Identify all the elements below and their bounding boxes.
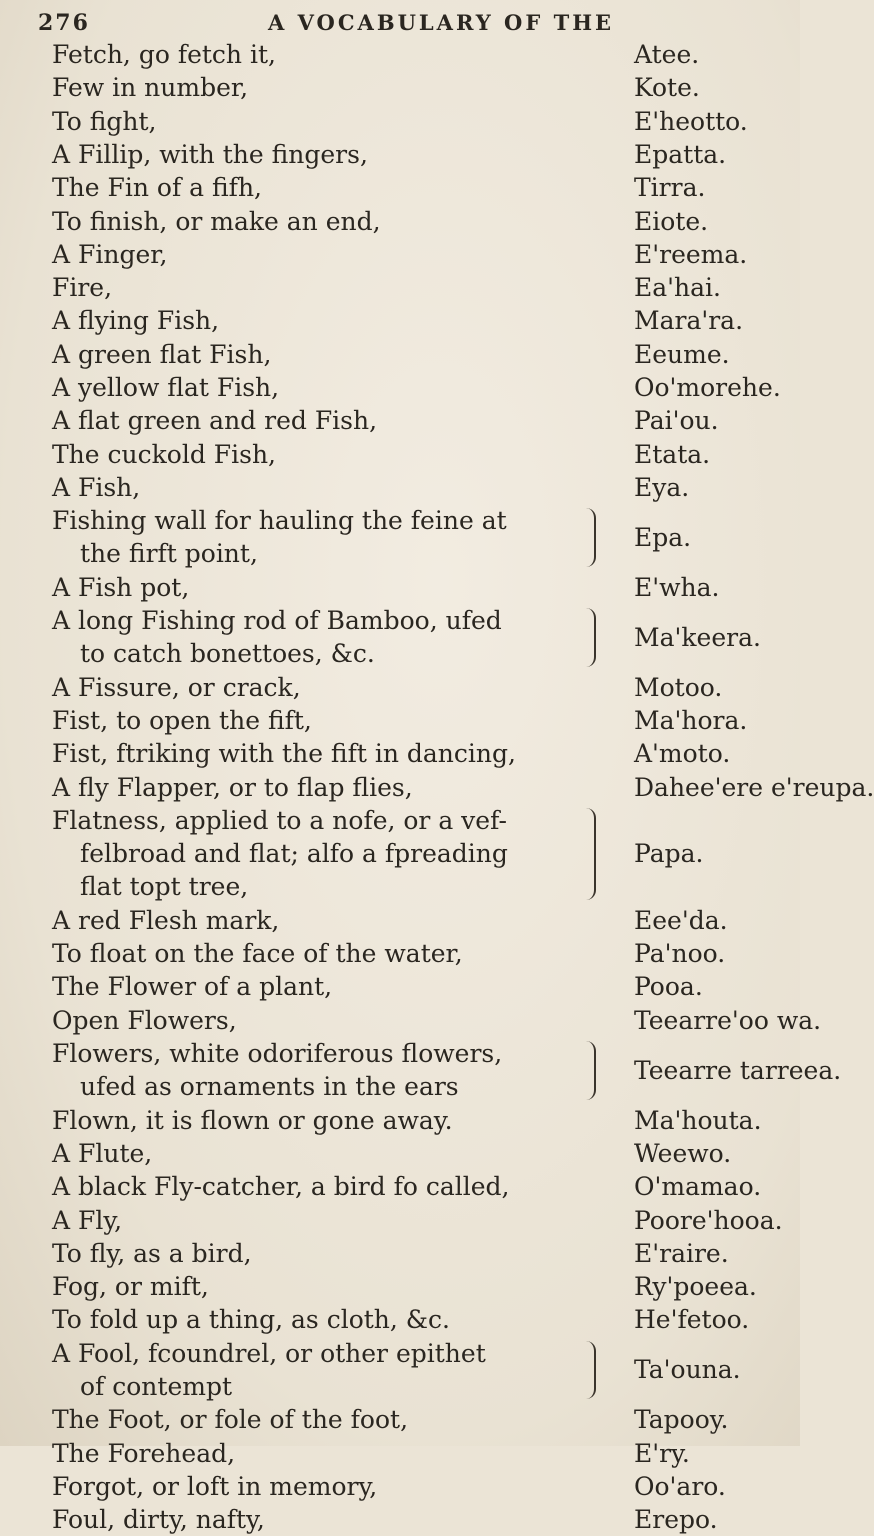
vocabulary-entry (52, 438, 792, 471)
tahitian-term: Teearre tarreea. (634, 1055, 842, 1085)
english-term (52, 970, 592, 1003)
tahitian-term: Eee'da. (634, 905, 728, 935)
english-term-line: Fog, or mift, (52, 1272, 209, 1302)
tahitian-term: Ry'poeea. (634, 1272, 757, 1302)
vocabulary-entry (52, 404, 792, 437)
vocabulary-entry (52, 1237, 792, 1270)
english-term (52, 1437, 592, 1470)
tahitian-term: Etata. (634, 439, 711, 469)
english-term (52, 1004, 592, 1037)
tahitian-term: Epatta. (634, 139, 727, 169)
vocabulary-entry (52, 1170, 792, 1203)
english-term-line: Fist, ftriking with the fift in dancing, (52, 739, 516, 769)
tahitian-term: Oo'aro. (634, 1471, 726, 1501)
english-term-line: A yellow flat Fish, (52, 373, 280, 402)
english-term-line: Fishing wall for hauling the feine at (52, 506, 507, 536)
grouping-brace (584, 1341, 596, 1400)
english-term-line: A red Flesh mark, (52, 905, 280, 935)
vocabulary-entry (52, 1004, 822, 1037)
english-term (52, 205, 592, 238)
tahitian-term: Ma'hora. (634, 706, 748, 735)
english-term-line: The Fin of a fifh, (52, 173, 262, 203)
english-term-line: To float on the face of the water, (52, 939, 463, 969)
english-term-continuation: of contempt (80, 1371, 233, 1401)
english-term-line: A Finger, (52, 239, 168, 269)
tahitian-term: Poore'hooa. (634, 1205, 783, 1235)
running-head-title: A VOCABULARY OF THE (268, 10, 615, 35)
vocabulary-entry (52, 1204, 792, 1237)
vocabulary-entry (52, 38, 792, 71)
english-term (52, 105, 592, 138)
english-term (52, 771, 592, 804)
english-term (52, 1470, 592, 1503)
vocabulary-entry (52, 1270, 792, 1303)
tahitian-term: Ma'keera. (634, 622, 761, 652)
english-term-line: A Fish pot, (52, 572, 190, 602)
vocabulary-entry (52, 804, 792, 904)
english-term-line: Flatness, applied to a nofe, or a vef- (52, 805, 507, 835)
english-term-line: A Flute, (52, 1138, 153, 1168)
tahitian-term: Tapooy. (634, 1405, 729, 1435)
vocabulary-entry (52, 904, 792, 937)
tahitian-term: Pa'noo. (634, 939, 726, 969)
english-term (52, 338, 592, 371)
english-term (52, 571, 592, 604)
tahitian-term: E'raire. (634, 1238, 729, 1268)
english-term-line: A Fissure, or crack, (52, 672, 301, 702)
english-term (52, 1503, 592, 1536)
vocabulary-entry (52, 238, 792, 271)
vocabulary-entry (52, 271, 792, 304)
tahitian-term: E'reema. (634, 239, 748, 269)
english-term-line: To fold up a thing, as cloth, &c. (52, 1305, 450, 1335)
tahitian-term: Eeume. (634, 339, 730, 369)
english-term-line: A fly Flapper, or to flap flies, (52, 772, 413, 802)
english-term-continuation: flat topt tree, (80, 872, 249, 902)
tahitian-term: Epa. (634, 522, 692, 552)
vocabulary-entry (52, 1303, 792, 1336)
english-term (52, 371, 592, 404)
english-term-line: Open Flowers, (52, 1005, 237, 1035)
page-number: 276 (38, 10, 90, 36)
vocabulary-entry (52, 138, 792, 171)
english-term-line: A long Fishing rod of Bamboo, ufed (52, 606, 502, 636)
english-term (52, 704, 592, 737)
english-term-line: A flat green and red Fish, (52, 406, 378, 436)
english-term-line: A green flat Fish, (52, 339, 272, 369)
tahitian-term: Dahee'ere e'reupa. (634, 772, 874, 802)
english-term-line: The Flower of a plant, (52, 972, 333, 1002)
tahitian-term: E'heotto. (634, 106, 748, 136)
tahitian-term: E'ry. (634, 1438, 690, 1468)
english-term-line: Flown, it is flown or gone away. (52, 1105, 453, 1135)
english-term (52, 1170, 592, 1203)
english-term-line: Forgot, or loft in memory, (52, 1471, 378, 1501)
english-term (52, 404, 592, 437)
english-term (52, 138, 592, 171)
vocabulary-entry (52, 1437, 792, 1470)
english-term-line: A Fool, fcoundrel, or other epithet (52, 1338, 486, 1368)
tahitian-term: Ea'hai. (634, 273, 721, 303)
vocabulary-entry (52, 1403, 792, 1436)
tahitian-term: Ma'houta. (634, 1105, 762, 1135)
tahitian-term: E'wha. (634, 572, 720, 602)
grouping-brace (584, 1041, 596, 1100)
tahitian-term: A'moto. (634, 739, 731, 769)
vocabulary-entry (52, 970, 792, 1003)
english-term-line: To fight, (52, 106, 157, 136)
tahitian-term: Oo'morehe. (634, 373, 781, 402)
english-term (52, 937, 592, 970)
english-term (52, 1303, 592, 1336)
tahitian-term: Ta'ouna. (634, 1355, 741, 1385)
vocabulary-entry (52, 1104, 792, 1137)
english-term-line: A Fish, (52, 472, 141, 502)
english-term (52, 1237, 592, 1270)
english-term (52, 71, 592, 104)
tahitian-term: Papa. (634, 839, 704, 869)
english-term-line: To fly, as a bird, (52, 1238, 252, 1268)
vocabulary-entry (52, 704, 792, 737)
vocabulary-entry (52, 205, 792, 238)
vocabulary-entry (52, 338, 792, 371)
tahitian-term: He'fetoo. (634, 1305, 750, 1335)
english-term (52, 1037, 592, 1104)
vocabulary-entry (52, 937, 792, 970)
english-term (52, 1403, 592, 1436)
english-term-line: A Fly, (52, 1205, 123, 1235)
english-term-line: Foul, dirty, nafty, (52, 1505, 265, 1535)
english-term (52, 737, 592, 770)
running-head (38, 2, 758, 36)
vocabulary-entry (52, 1337, 792, 1404)
vocabulary-entry (52, 571, 792, 604)
english-term-line: The Foot, or fole of the foot, (52, 1405, 409, 1435)
vocabulary-entry (52, 1137, 792, 1170)
english-term-line: Flowers, white odoriferous flowers, (52, 1039, 503, 1068)
vocabulary-entry (52, 371, 792, 404)
english-term (52, 604, 592, 671)
english-term (52, 438, 592, 471)
vocabulary-entry (52, 771, 874, 804)
tahitian-term: Atee. (634, 40, 700, 69)
tahitian-term: Eya. (634, 472, 690, 502)
vocabulary-entry (52, 71, 792, 104)
english-term-continuation: ufed as ornaments in the ears (80, 1072, 459, 1102)
vocabulary-entry (52, 604, 792, 671)
english-term (52, 504, 592, 571)
english-term-line: Fire, (52, 273, 113, 303)
english-term-line: Fetch, go fetch it, (52, 40, 276, 69)
english-term-line: A Fillip, with the fingers, (52, 139, 368, 169)
english-term (52, 1337, 592, 1404)
english-term (52, 1137, 592, 1170)
english-term (52, 238, 592, 271)
tahitian-term: O'mamao. (634, 1172, 762, 1202)
english-term-line: Fist, to open the fift, (52, 706, 312, 735)
english-term (52, 1270, 592, 1303)
vocabulary-entry (52, 737, 792, 770)
english-term (52, 1104, 592, 1137)
vocabulary-entry (52, 1037, 842, 1104)
vocabulary-entry (52, 105, 792, 138)
english-term-line: To finish, or make an end, (52, 206, 381, 236)
tahitian-term: Pooa. (634, 972, 703, 1002)
tahitian-term: Weewo. (634, 1138, 732, 1168)
tahitian-term: Tirra. (634, 173, 706, 203)
english-term (52, 1204, 592, 1237)
english-term (52, 171, 592, 204)
english-term-line: A black Fly-catcher, a bird fo called, (52, 1172, 510, 1202)
english-term (52, 304, 592, 337)
english-term (52, 271, 592, 304)
tahitian-term: Motoo. (634, 672, 723, 702)
grouping-brace (584, 608, 596, 667)
tahitian-term: Mara'ra. (634, 306, 744, 336)
vocabulary-entry (52, 304, 792, 337)
tahitian-term: Kote. (634, 73, 700, 103)
tahitian-term: Teearre'oo wa. (634, 1005, 822, 1035)
tahitian-term: Erepo. (634, 1505, 718, 1535)
english-term (52, 671, 592, 704)
tahitian-term: Eiote. (634, 206, 709, 236)
english-term-continuation: to catch bonettoes, &c. (80, 639, 375, 669)
vocabulary-entry (52, 1503, 792, 1536)
english-term (52, 904, 592, 937)
vocabulary-entry (52, 171, 792, 204)
vocabulary-entry (52, 471, 792, 504)
english-term-line: A flying Fish, (52, 306, 220, 336)
vocabulary-entry (52, 671, 792, 704)
english-term-continuation: felbroad and flat; alfo a fpreading (80, 839, 508, 869)
english-term-line: The cuckold Fish, (52, 439, 276, 469)
english-term-line: Few in number, (52, 73, 249, 103)
grouping-brace (584, 808, 596, 900)
vocabulary-entry (52, 504, 792, 571)
english-term (52, 471, 592, 504)
english-term (52, 804, 592, 904)
tahitian-term: Pai'ou. (634, 406, 719, 436)
english-term-continuation: the firft point, (80, 539, 258, 569)
grouping-brace (584, 508, 596, 567)
english-term (52, 38, 592, 71)
english-term-line: The Forehead, (52, 1438, 236, 1468)
vocabulary-entry (52, 1470, 792, 1503)
